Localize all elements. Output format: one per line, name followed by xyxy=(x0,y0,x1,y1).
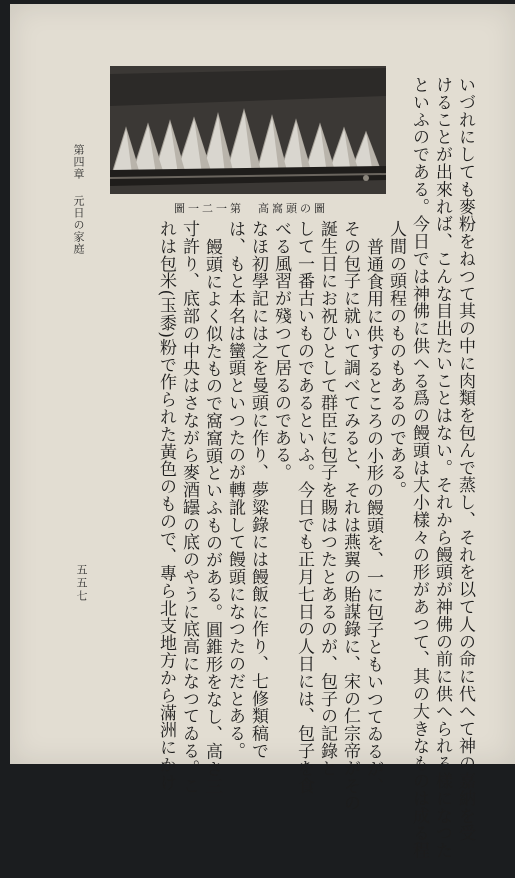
body-line: 饅頭によく似たもので窩窩頭といふものがある。圓錐形をなし、高さ三 xyxy=(202,238,222,795)
body-line: れは包米(玉黍)粉で作られた黃色のもので、專ら北支地方から滿洲にかけ xyxy=(156,220,176,791)
section-title: 元日の家庭 xyxy=(72,194,85,255)
body-line: いづれにしても麥粉をねつて其の中に肉類を包んで蒸し、それを以て人の命に代へて神の嘉納を受 xyxy=(455,76,475,842)
body-line: その包子に就いて調べてみると、それは燕翼の貽謀錄に、宋の仁宗帝がその xyxy=(340,220,360,812)
book-page xyxy=(10,4,515,859)
body-line: 寸許り、底部の中央はさながら麥酒罎の底のやうに底高になつてゐる。こ xyxy=(179,220,199,795)
body-line: 誕生日にお祝ひとして群臣に包子を賜はつたとあるのが、包子の記錄と xyxy=(317,220,337,777)
body-line: 普通食用に供するところの小形の饅頭を、一に包子ともいつてゐるが、 xyxy=(363,238,383,795)
body-line: は、もと本名は蠻頭といつたのが轉訛して饅頭になつたのだとある。 xyxy=(225,220,245,760)
wowotou-illustration xyxy=(110,66,386,194)
body-line: 人間の頭程のものもあるのである。 xyxy=(386,220,406,499)
page-number: 五五七 xyxy=(75,564,88,603)
running-header xyxy=(70,144,86,264)
wowotou-photo xyxy=(110,66,386,194)
body-line: べる風習が殘つて居るのである。 xyxy=(271,220,291,481)
body-line: なほ初學記には之を曼頭に作り、夢粱錄には饅飯に作り、七修類稿で xyxy=(248,220,268,760)
body-line: といふのである。今日では神佛に供へる爲の饅頭は大小樣々の形があつて、其の大きなものは成る程 xyxy=(409,76,429,859)
body-line: して一番古いものであるといふ。今日でも正月七日の人日には、包子を食 xyxy=(294,220,314,795)
figure-caption: 圖一二一第 高窩頭の圖 xyxy=(174,202,328,215)
body-line: けることが出來れば、こんな目出たいことはない。それから饅頭が神佛の前に供へられる樣になつた xyxy=(432,76,452,859)
chapter-label: 第四章 xyxy=(72,144,85,180)
